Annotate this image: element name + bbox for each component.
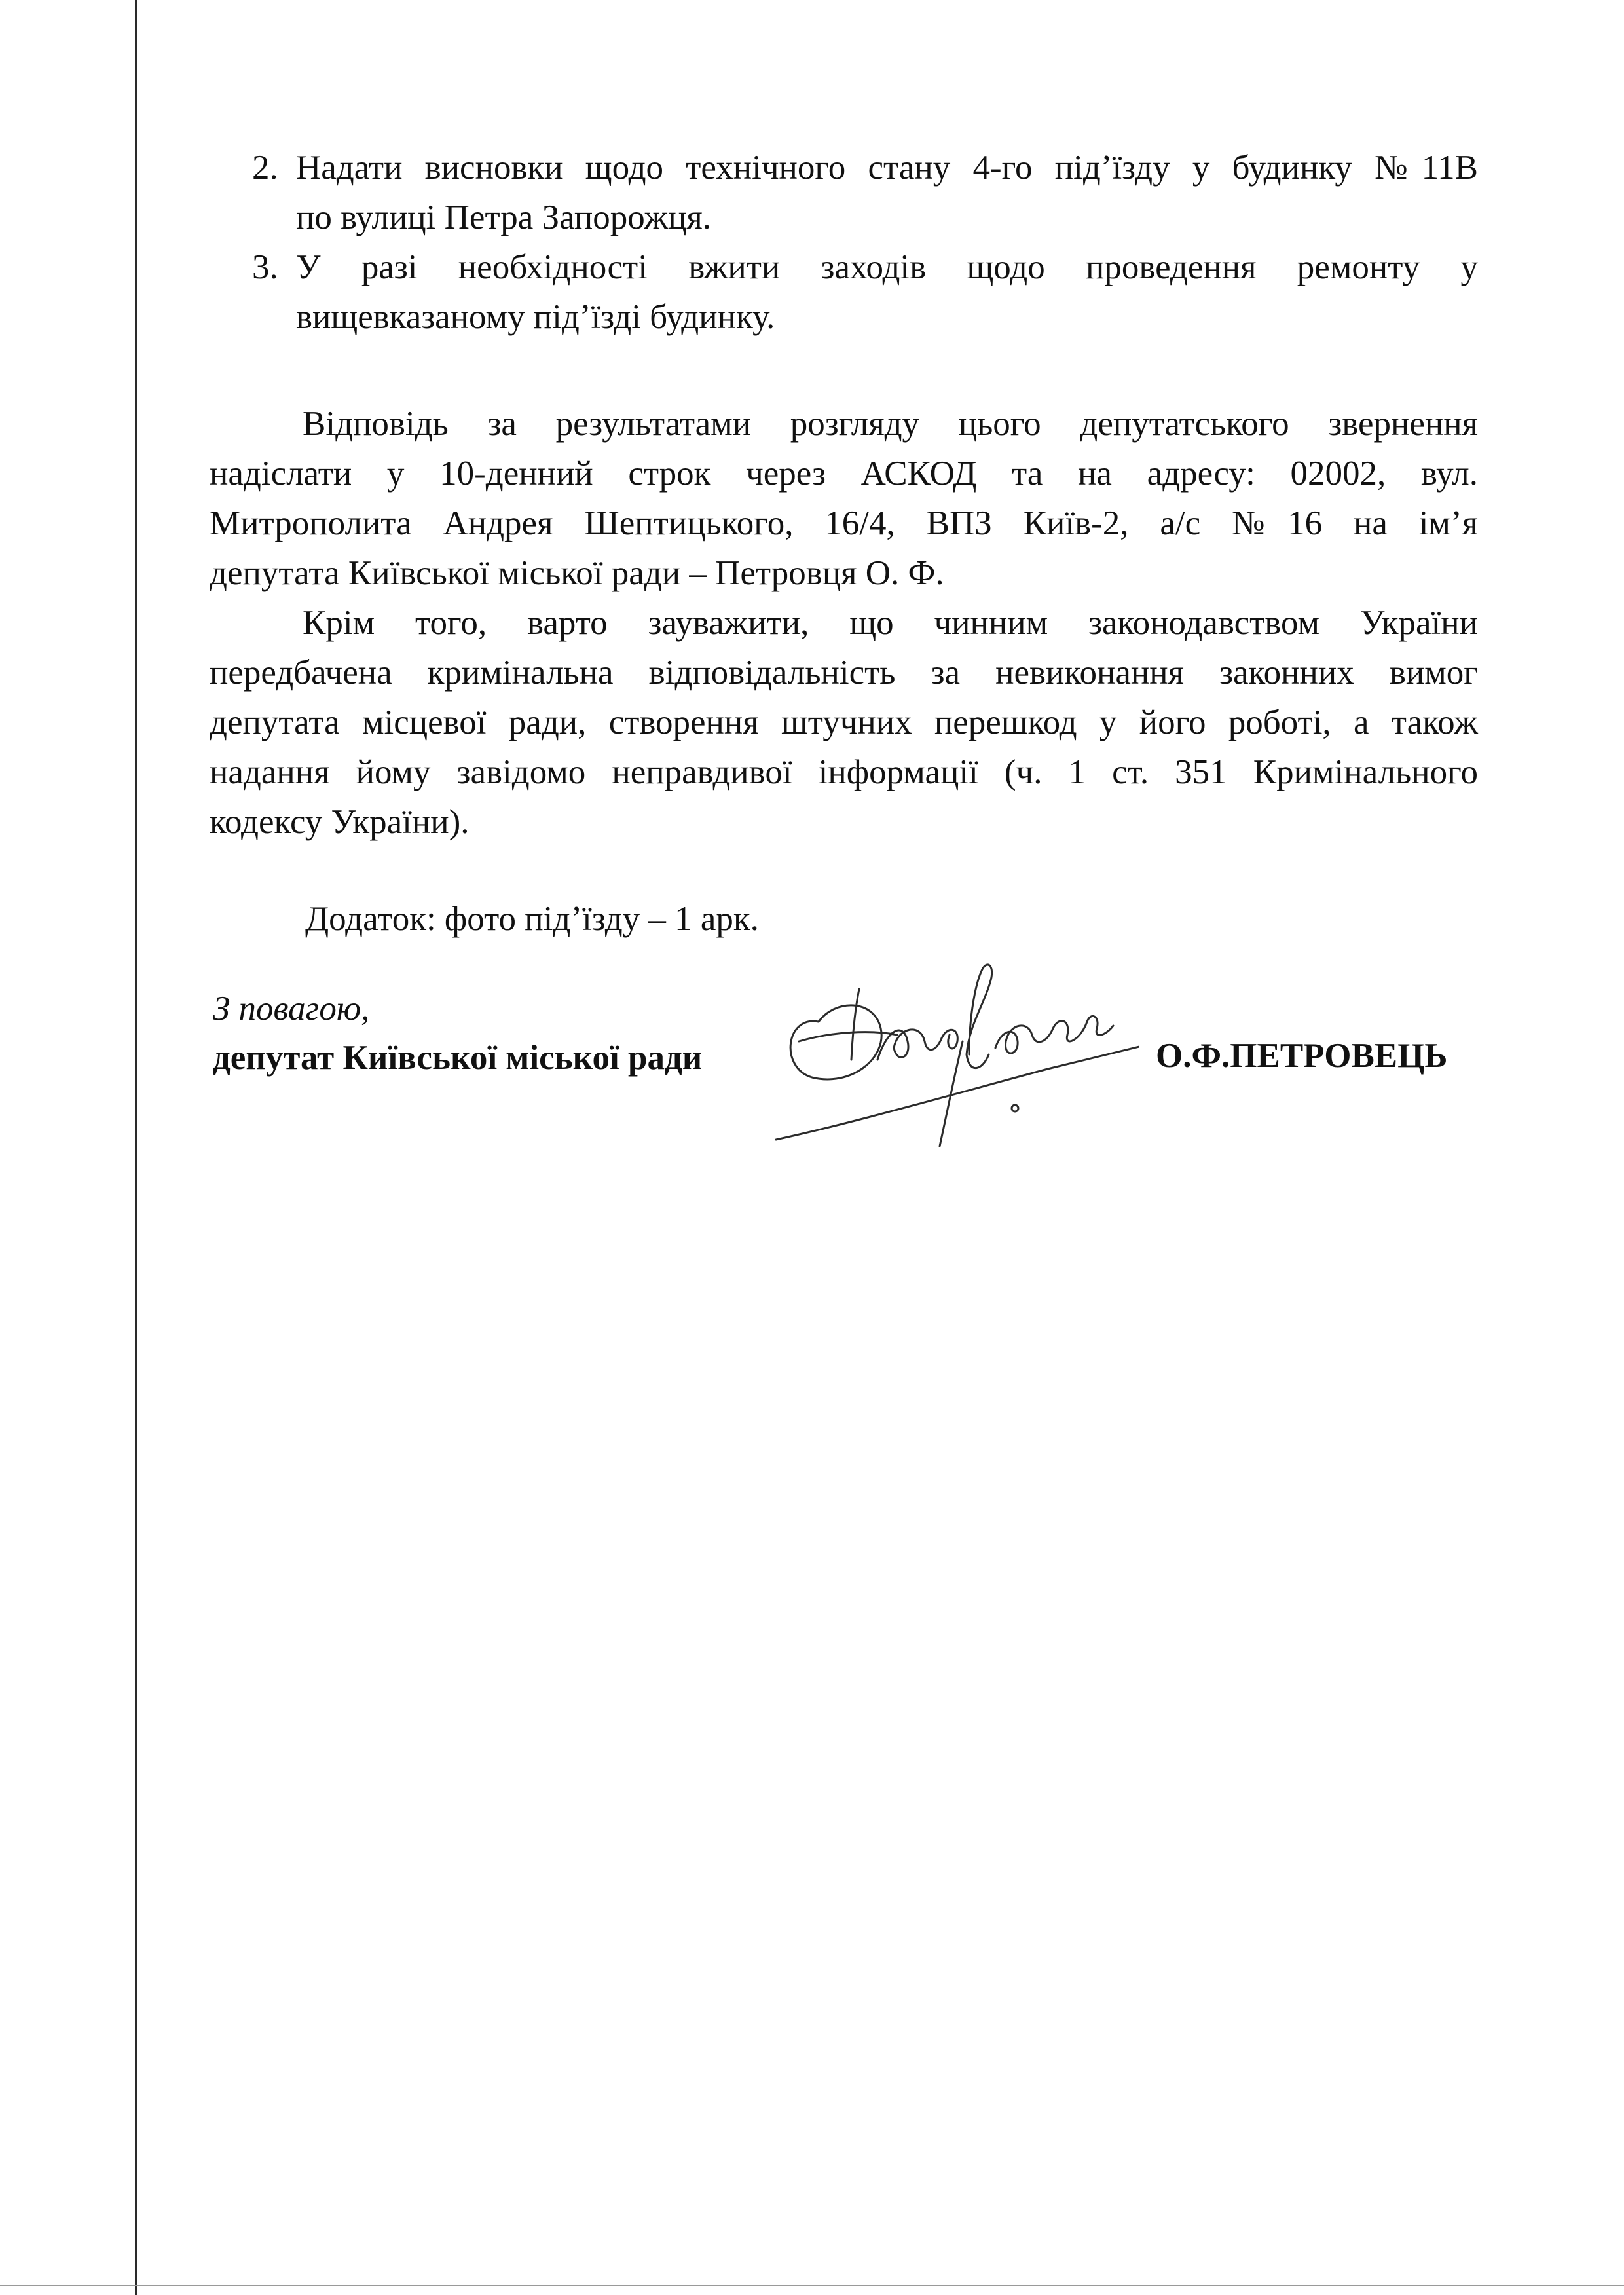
paragraph-1-line-3: Митрополита Андрея Шептицького, 16/4, ВПЗ Київ-2, а/с №16 на ім’я xyxy=(210,504,1478,542)
paragraph-2-line-2: передбачена кримінальна відповідальність за невиконання законних вимог xyxy=(210,654,1478,692)
signer-name: О.Ф.ПЕТРОВЕЦЬ xyxy=(1156,1037,1448,1075)
paragraph-2-line-3: депутата місцевої ради, створення штучних перешкод у його роботі, а також xyxy=(210,703,1478,741)
paragraph-2-line-4: надання йому завідомо неправдивої інформації (ч. 1 ст. 351 Кримінального xyxy=(210,753,1478,791)
paragraph-1-line-2: надіслати у 10-денний строк через АСКОД та на адресу: 02002, вул. xyxy=(210,455,1478,493)
closing-salutation: З повагою, xyxy=(213,990,370,1028)
list-item-3-line-2: вищевказаному під’їзді будинку. xyxy=(296,298,775,336)
scan-bottom-edge-line xyxy=(0,2285,1624,2286)
list-item-number: 2. xyxy=(252,149,278,187)
paragraph-2-line-1: Крім того, варто зауважити, що чинним законодавством України xyxy=(303,604,1478,642)
paragraph-1-line-4: депутата Київської міської ради – Петровця О. Ф. xyxy=(210,554,944,592)
handwritten-signature xyxy=(773,943,1139,1166)
list-item-2-line-1: Надати висновки щодо технічного стану 4-го під’їзду у будинку №11В xyxy=(296,149,1478,187)
paragraph-2-line-5: кодексу України). xyxy=(210,803,470,841)
attachment-note: Додаток: фото під’їзду – 1 арк. xyxy=(305,900,759,938)
list-item-number: 3. xyxy=(252,248,278,286)
scan-left-edge-line xyxy=(135,0,137,2295)
list-item-3-line-1: У разі необхідності вжити заходів щодо проведення ремонту у xyxy=(296,248,1478,286)
paragraph-1-line-1: Відповідь за результатами розгляду цього депутатського звернення xyxy=(303,405,1478,443)
signer-position: депутат Київської міської ради xyxy=(213,1039,703,1077)
list-item-2-line-2: по вулиці Петра Запорожця. xyxy=(296,198,712,236)
